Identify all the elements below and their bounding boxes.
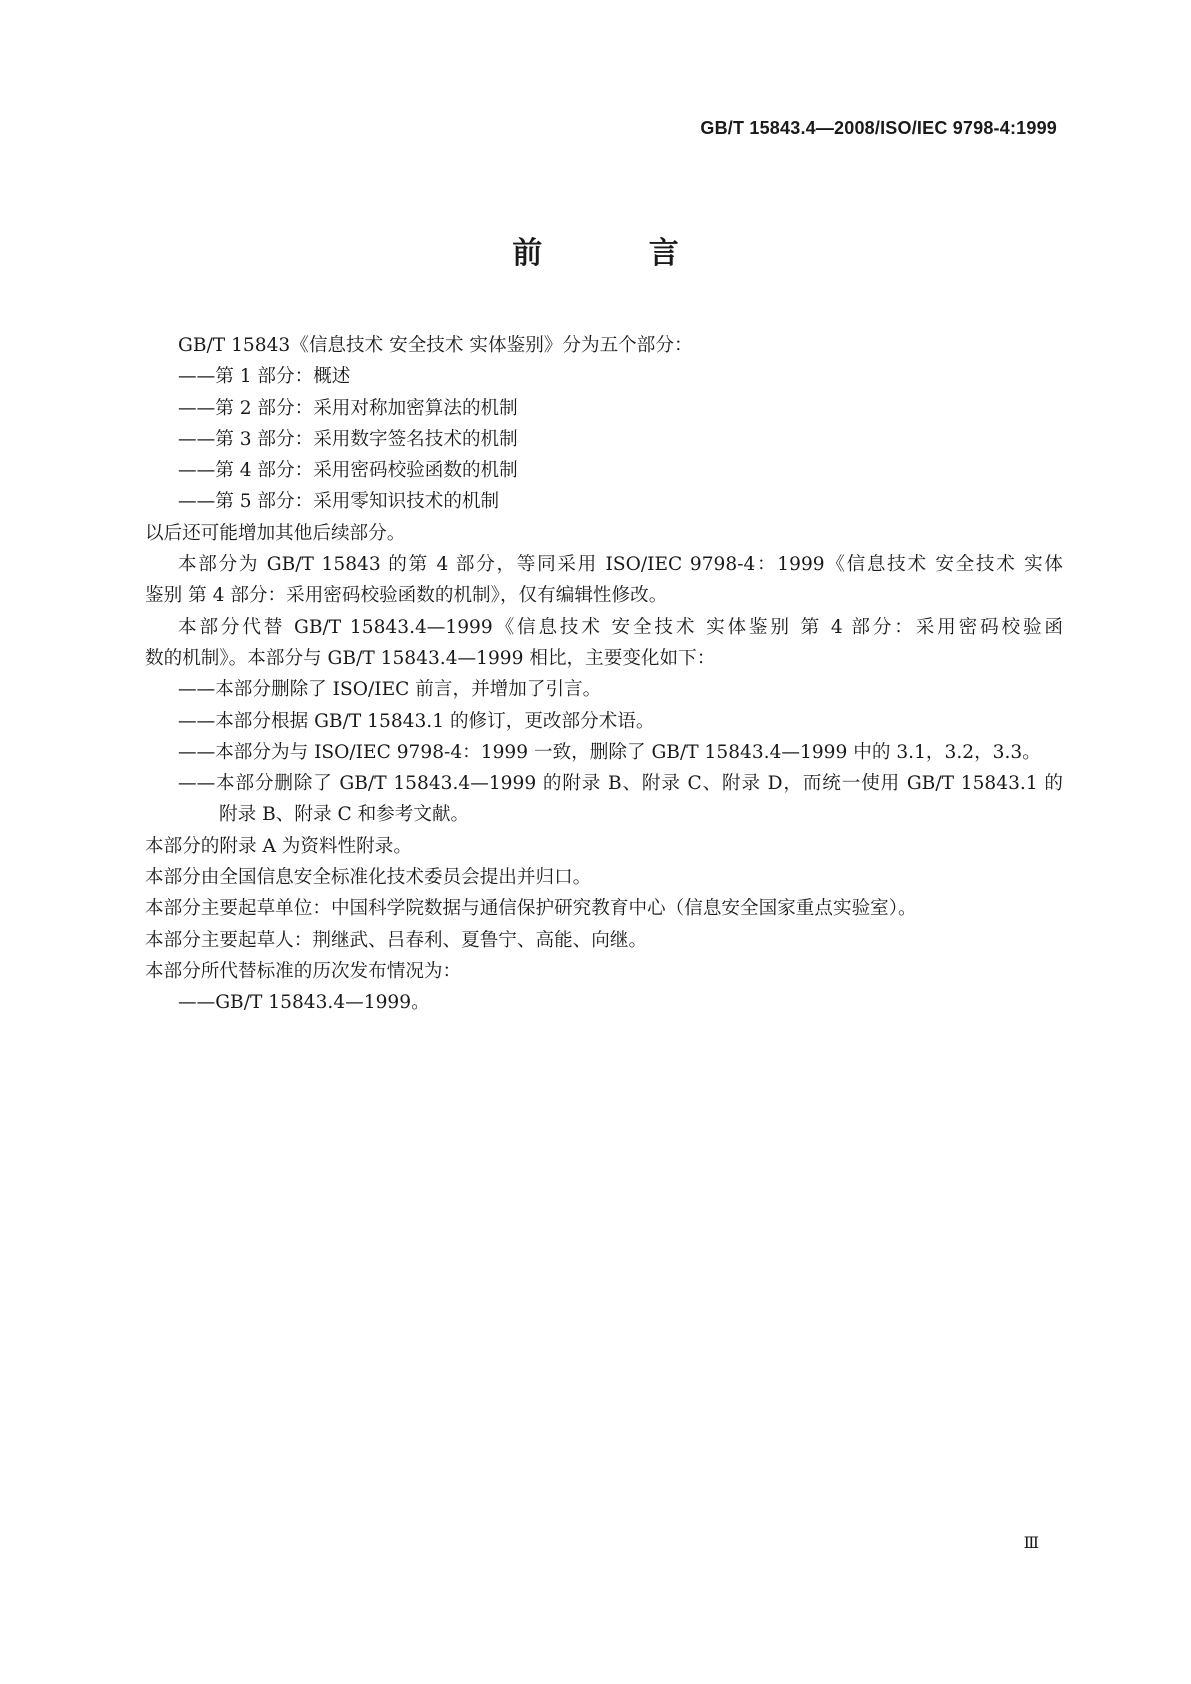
paragraph-line: 本部分的附录 A 为资料性附录。 [145,835,412,857]
paragraph-line: 本部分由全国信息安全标准化技术委员会提出并归口。 [145,867,592,889]
paragraph-line: 以后还可能增加其他后续部分。 [145,522,406,544]
list-item: ——本部分删除了 GB/T 15843.4—1999 的附录 B、附录 C、附录 D，而统一使用 GB/T 15843.1 的 [178,773,1063,795]
standard-code-header: GB/T 15843.4—2008/ISO/IEC 9798-4:1999 [700,118,1057,138]
list-item: ——第 1 部分：概述 [178,366,351,388]
paragraph-line: 数的机制》。本部分与 GB/T 15843.4—1999 相比，主要变化如下： [145,647,716,669]
paragraph-line: 本部分所代替标准的历次发布情况为： [145,960,462,982]
page-number: Ⅲ [1023,1533,1039,1552]
list-item: ——GB/T 15843.4—1999。 [178,992,430,1014]
list-item: ——第 2 部分：采用对称加密算法的机制 [178,397,518,419]
paragraph-line: 本部分为 GB/T 15843 的第 4 部分，等同采用 ISO/IEC 9798-4：1999《信息技术 安全技术 实体 [178,554,1063,576]
page-title: 前 言 [512,236,727,271]
list-item: ——本部分删除了 ISO/IEC 前言，并增加了引言。 [178,679,602,701]
paragraph-line: 本部分主要起草人：荆继武、吕春利、夏鲁宁、高能、向继。 [145,929,648,951]
list-item: ——第 4 部分：采用密码校验函数的机制 [178,460,518,482]
list-item: ——第 5 部分：采用零知识技术的机制 [178,491,500,513]
paragraph-line: 本部分代替 GB/T 15843.4—1999《信息技术 安全技术 实体鉴别 第 4 部分：采用密码校验函 [178,616,1063,638]
paragraph-line: 本部分主要起草单位：中国科学院数据与通信保护研究教育中心（信息安全国家重点实验室）。 [145,898,917,920]
foreword-body [145,330,1063,1019]
list-item: ——本部分为与 ISO/IEC 9798-4：1999 一致，删除了 GB/T 15843.4—1999 中的 3.1，3.2，3.3。 [178,741,1041,763]
list-item-continuation: 附录 B、附录 C 和参考文献。 [219,804,470,826]
intro-line: GB/T 15843《信息技术 安全技术 实体鉴别》分为五个部分： [178,335,693,356]
paragraph-line: 鉴别 第 4 部分：采用密码校验函数的机制》，仅有编辑性修改。 [145,585,668,607]
list-item: ——本部分根据 GB/T 15843.1 的修订，更改部分术语。 [178,710,655,732]
list-item: ——第 3 部分：采用数字签名技术的机制 [178,428,518,450]
